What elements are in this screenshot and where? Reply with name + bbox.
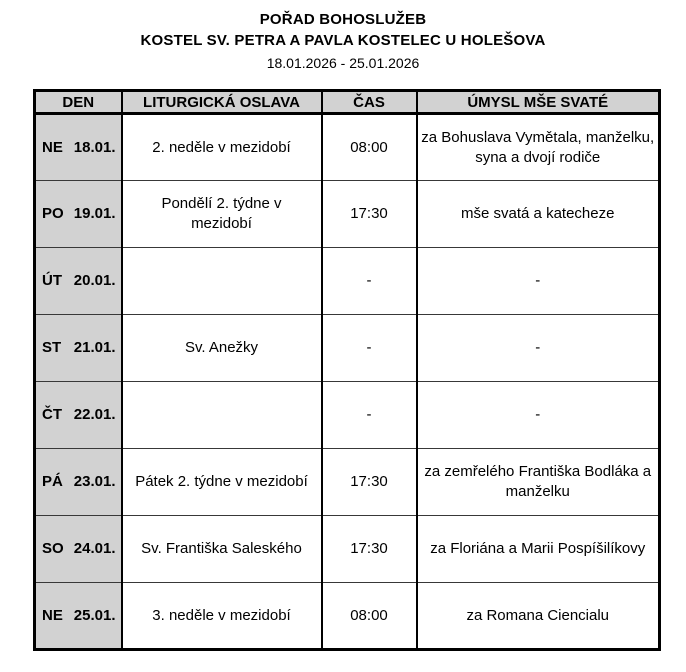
table-row [35,382,660,449]
day-abbreviation: NE [42,606,63,624]
table-row [35,583,660,650]
day-abbreviation: PÁ [42,473,63,491]
day-date: 19.01. [73,205,116,223]
day-abbreviation: ČT [42,406,62,424]
day-cell-inner [42,405,116,425]
intention-cell: - [417,248,660,315]
table-header-row [35,91,660,114]
intention-cell: mše svatá a katecheze [417,181,660,248]
day-cell [35,315,122,382]
day-cell [35,583,122,650]
table-row [35,248,660,315]
column-header-cas: ČAS [322,91,417,114]
intention-cell: za Romana Ciencialu [417,583,660,650]
time-cell: - [322,382,417,449]
schedule-table-body [35,114,660,650]
table-row [35,114,660,181]
column-header-umysl-mse-svate: ÚMYSL MŠE SVATÉ [417,91,660,114]
time-cell: 17:30 [322,516,417,583]
day-cell-inner [42,271,116,291]
celebration-cell: Pondělí 2. týdne v mezidobí [122,181,322,248]
day-cell [35,248,122,315]
day-abbreviation: NE [42,138,63,156]
schedule-table [33,89,661,651]
date-range: 18.01.2026 - 25.01.2026 [266,55,420,71]
time-cell: 17:30 [322,449,417,516]
day-date: 21.01. [73,339,116,357]
day-date: 20.01. [73,272,116,290]
table-row [35,449,660,516]
day-cell [35,181,122,248]
day-cell [35,516,122,583]
column-header-den: DEN [35,91,122,114]
page-title: POŘAD BOHOSLUŽEB [259,11,427,28]
day-abbreviation: SO [42,540,64,558]
day-date: 25.01. [73,606,116,624]
celebration-cell [122,248,322,315]
intention-cell: za Floriána a Marii Pospíšilíkovy [417,516,660,583]
time-cell: 17:30 [322,181,417,248]
day-date: 24.01. [73,540,116,558]
intention-cell: za Bohuslava Vymětala, manželku, syna a dvojí rodiče [417,114,660,181]
intention-cell: - [417,315,660,382]
day-cell-inner [42,338,116,358]
day-cell-inner [42,204,116,224]
time-cell: - [322,315,417,382]
day-cell [35,114,122,181]
celebration-cell: Sv. Františka Saleského [122,516,322,583]
day-cell-inner [42,539,116,559]
table-row [35,315,660,382]
page-subtitle: KOSTEL SV. PETRA A PAVLA KOSTELEC U HOLEŠOVA [140,32,546,49]
day-abbreviation: ST [42,339,62,357]
celebration-cell [122,382,322,449]
column-header-liturgicka-oslava: LITURGICKÁ OSLAVA [122,91,322,114]
intention-cell: za zemřelého Františka Bodláka a manželku [417,449,660,516]
table-row [35,181,660,248]
time-cell: 08:00 [322,114,417,181]
table-row [35,516,660,583]
celebration-cell: Sv. Anežky [122,315,322,382]
day-cell-inner [42,472,116,492]
day-abbreviation: ÚT [42,272,62,290]
day-cell-inner [42,138,116,158]
time-cell: 08:00 [322,583,417,650]
intention-cell: - [417,382,660,449]
day-date: 18.01. [73,138,116,156]
celebration-cell: Pátek 2. týdne v mezidobí [122,449,322,516]
title-block [0,0,686,73]
day-abbreviation: PO [42,205,64,223]
day-cell-inner [42,606,116,626]
day-cell [35,449,122,516]
day-date: 22.01. [73,406,116,424]
time-cell: - [322,248,417,315]
day-date: 23.01. [73,473,116,491]
day-cell [35,382,122,449]
celebration-cell: 2. neděle v mezidobí [122,114,322,181]
celebration-cell: 3. neděle v mezidobí [122,583,322,650]
